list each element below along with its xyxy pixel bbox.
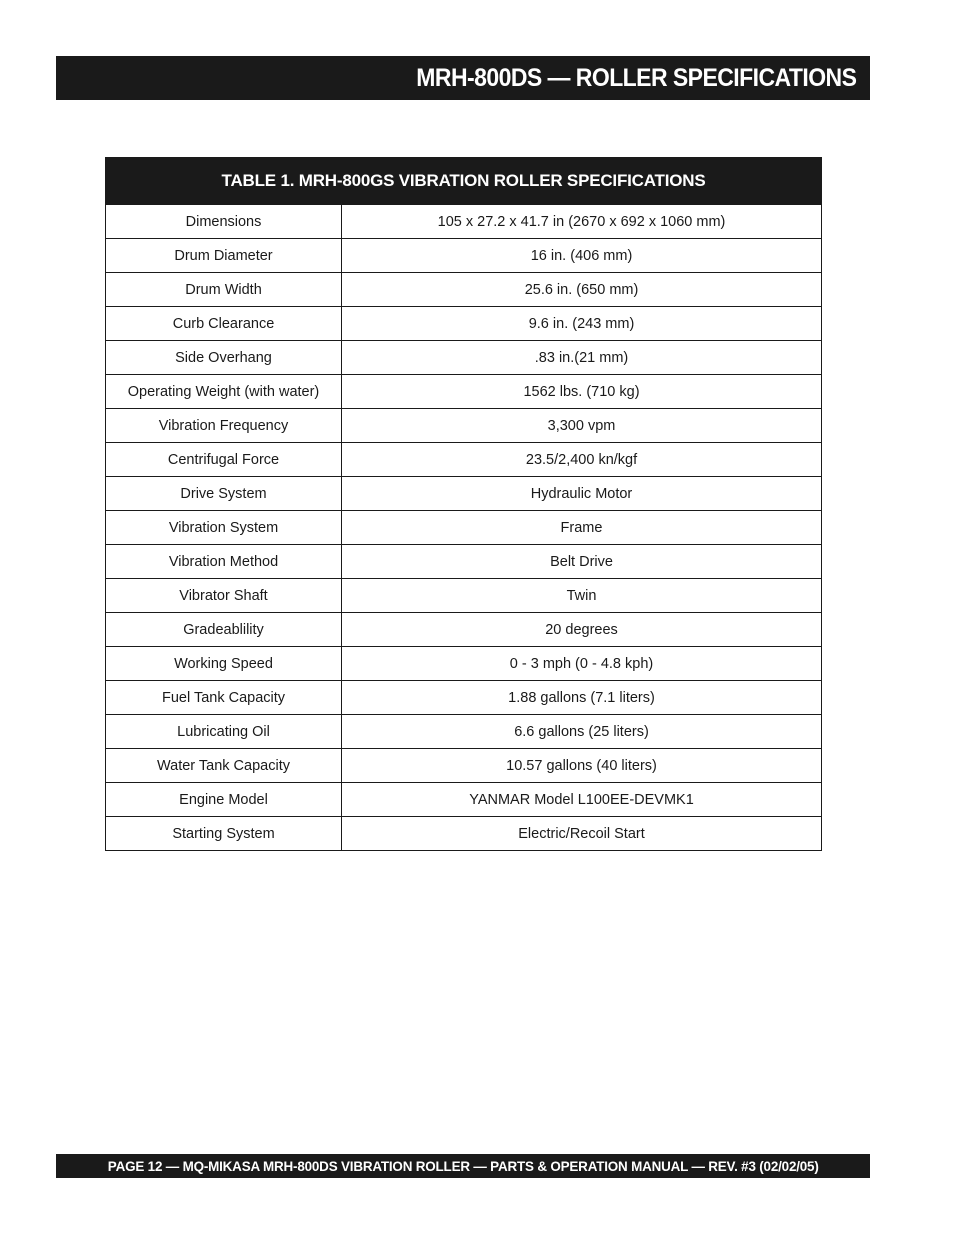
spec-label: Working Speed bbox=[106, 647, 342, 681]
spec-value: YANMAR Model L100EE-DEVMK1 bbox=[342, 783, 822, 817]
table-row bbox=[106, 715, 822, 749]
spec-label: Centrifugal Force bbox=[106, 443, 342, 477]
spec-label: Drive System bbox=[106, 477, 342, 511]
spec-label: Starting System bbox=[106, 817, 342, 851]
spec-label: Side Overhang bbox=[106, 341, 342, 375]
spec-value: 105 x 27.2 x 41.7 in (2670 x 692 x 1060 mm) bbox=[342, 205, 822, 239]
table-row bbox=[106, 613, 822, 647]
table-row bbox=[106, 341, 822, 375]
spec-label: Vibration Method bbox=[106, 545, 342, 579]
page-title: MRH-800DS — ROLLER SPECIFICATIONS bbox=[415, 63, 856, 92]
table-caption-row bbox=[106, 158, 822, 205]
spec-label: Lubricating Oil bbox=[106, 715, 342, 749]
page-header-bar bbox=[56, 56, 870, 100]
spec-label: Dimensions bbox=[106, 205, 342, 239]
spec-value: 16 in. (406 mm) bbox=[342, 239, 822, 273]
spec-label: Fuel Tank Capacity bbox=[106, 681, 342, 715]
spec-value: 1562 lbs. (710 kg) bbox=[342, 375, 822, 409]
table-body bbox=[106, 205, 822, 851]
spec-label: Vibration System bbox=[106, 511, 342, 545]
table-row bbox=[106, 307, 822, 341]
spec-value: 3,300 vpm bbox=[342, 409, 822, 443]
table-row bbox=[106, 409, 822, 443]
spec-label: Drum Width bbox=[106, 273, 342, 307]
spec-label: Vibrator Shaft bbox=[106, 579, 342, 613]
spec-label: Drum Diameter bbox=[106, 239, 342, 273]
spec-value: Electric/Recoil Start bbox=[342, 817, 822, 851]
table-row bbox=[106, 647, 822, 681]
spec-value: 10.57 gallons (40 liters) bbox=[342, 749, 822, 783]
spec-value: 25.6 in. (650 mm) bbox=[342, 273, 822, 307]
spec-value: Frame bbox=[342, 511, 822, 545]
page-footer-text: PAGE 12 — MQ-MIKASA MRH-800DS VIBRATION ROLLER — PARTS & OPERATION MANUAL — REV. #3 (02/02/05) bbox=[107, 1158, 819, 1174]
spec-value: Twin bbox=[342, 579, 822, 613]
page-footer-bar bbox=[56, 1154, 870, 1178]
table-row bbox=[106, 205, 822, 239]
table-row bbox=[106, 239, 822, 273]
spec-value: 0 - 3 mph (0 - 4.8 kph) bbox=[342, 647, 822, 681]
spec-value: 20 degrees bbox=[342, 613, 822, 647]
table-row bbox=[106, 749, 822, 783]
specifications-table bbox=[105, 157, 822, 851]
table-row bbox=[106, 443, 822, 477]
table-row bbox=[106, 273, 822, 307]
table-row bbox=[106, 545, 822, 579]
table-row bbox=[106, 783, 822, 817]
spec-value: Belt Drive bbox=[342, 545, 822, 579]
table-row bbox=[106, 375, 822, 409]
table-row bbox=[106, 681, 822, 715]
table-caption: TABLE 1. MRH-800GS VIBRATION ROLLER SPECIFICATIONS bbox=[106, 158, 822, 205]
spec-label: Vibration Frequency bbox=[106, 409, 342, 443]
table-row bbox=[106, 511, 822, 545]
spec-label: Curb Clearance bbox=[106, 307, 342, 341]
spec-label: Gradeablility bbox=[106, 613, 342, 647]
spec-value: .83 in.(21 mm) bbox=[342, 341, 822, 375]
spec-value: 23.5/2,400 kn/kgf bbox=[342, 443, 822, 477]
spec-value: 6.6 gallons (25 liters) bbox=[342, 715, 822, 749]
table-row bbox=[106, 817, 822, 851]
spec-value: 1.88 gallons (7.1 liters) bbox=[342, 681, 822, 715]
spec-label: Operating Weight (with water) bbox=[106, 375, 342, 409]
spec-value: 9.6 in. (243 mm) bbox=[342, 307, 822, 341]
spec-label: Engine Model bbox=[106, 783, 342, 817]
table-row bbox=[106, 579, 822, 613]
spec-label: Water Tank Capacity bbox=[106, 749, 342, 783]
table-row bbox=[106, 477, 822, 511]
spec-value: Hydraulic Motor bbox=[342, 477, 822, 511]
